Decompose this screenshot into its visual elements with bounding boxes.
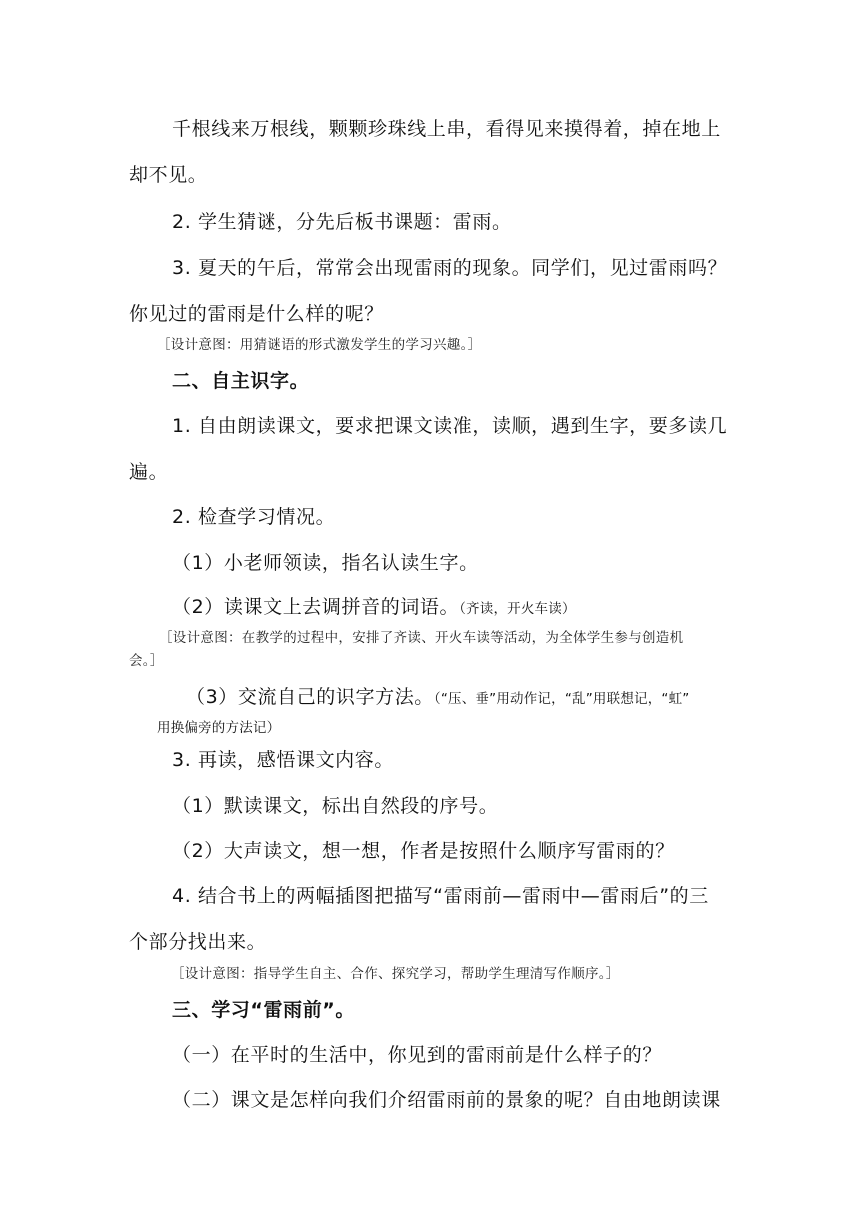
s2-step-1-line-1: 1. 自由朗读课文，要求把课文读准，读顺，遇到生字，要多读几 xyxy=(172,415,728,437)
s2-step-3-sub-1: （1）默读课文，标出自然段的序号。 xyxy=(172,795,499,817)
s2-sub-3-text: （3）交流自己的识字方法。 xyxy=(186,686,434,708)
design-note-3: ［设计意图：指导学生自主、合作、探究学习，帮助学生理清写作顺序。］ xyxy=(171,966,620,982)
s2-sub-3 xyxy=(186,682,690,709)
section-heading-3: 三、学习“雷雨前”。 xyxy=(172,999,355,1021)
s2-step-2: 2. 检查学习情况。 xyxy=(172,506,336,528)
s2-sub-3-note-line-2: 用换偏旁的方法记） xyxy=(157,720,281,736)
design-note-2-line-1: ［设计意图：在教学的过程中，安排了齐读、开火车读等活动，为全体学生参与创造机 xyxy=(159,630,684,646)
section-heading-2: 二、自主识字。 xyxy=(172,370,310,392)
s2-sub-1: （1）小老师领读，指名认读生字。 xyxy=(172,552,479,574)
s2-sub-2-note: （齐读，开火车读） xyxy=(459,601,576,617)
s2-step-1-line-2: 遍。 xyxy=(129,461,169,483)
s2-sub-2 xyxy=(172,592,576,619)
s2-step-3: 3. 再读，感悟课文内容。 xyxy=(172,749,394,771)
riddle-line-2: 却不见。 xyxy=(129,164,208,186)
s3-item-1: （一）在平时的生活中，你见到的雷雨前是什么样子的？ xyxy=(172,1044,663,1066)
design-note-1: ［设计意图：用猜谜语的形式激发学生的学习兴趣。］ xyxy=(157,337,482,353)
s2-step-3-sub-2: （2）大声读文，想一想，作者是按照什么顺序写雷雨的？ xyxy=(172,840,675,862)
step-3-line-1: 3. 夏天的午后，常常会出现雷雨的现象。同学们，见过雷雨吗？ xyxy=(172,257,728,279)
s2-sub-3-note: （“压、垂”用动作记，“乱”用联想记，“虹” xyxy=(433,691,690,707)
design-note-2-line-2: 会。］ xyxy=(129,653,164,669)
step-2: 2. 学生猜谜，分先后板书课题：雷雨。 xyxy=(172,211,512,233)
s2-sub-2-text: （2）读课文上去调拼音的词语。 xyxy=(172,596,460,618)
step-3-line-2: 你见过的雷雨是什么样的呢？ xyxy=(129,303,384,325)
riddle-line-1: 千根线来万根线，颗颗珍珠线上串，看得见来摸得着，掉在地上 xyxy=(172,118,721,140)
s2-step-4-line-1: 4. 结合书上的两幅插图把描写“雷雨前—雷雨中—雷雨后”的三 xyxy=(172,885,709,907)
s2-step-4-line-2: 个部分找出来。 xyxy=(129,931,267,953)
s3-item-2: （二）课文是怎样向我们介绍雷雨前的景象的呢？自由地朗读课 xyxy=(172,1089,721,1111)
